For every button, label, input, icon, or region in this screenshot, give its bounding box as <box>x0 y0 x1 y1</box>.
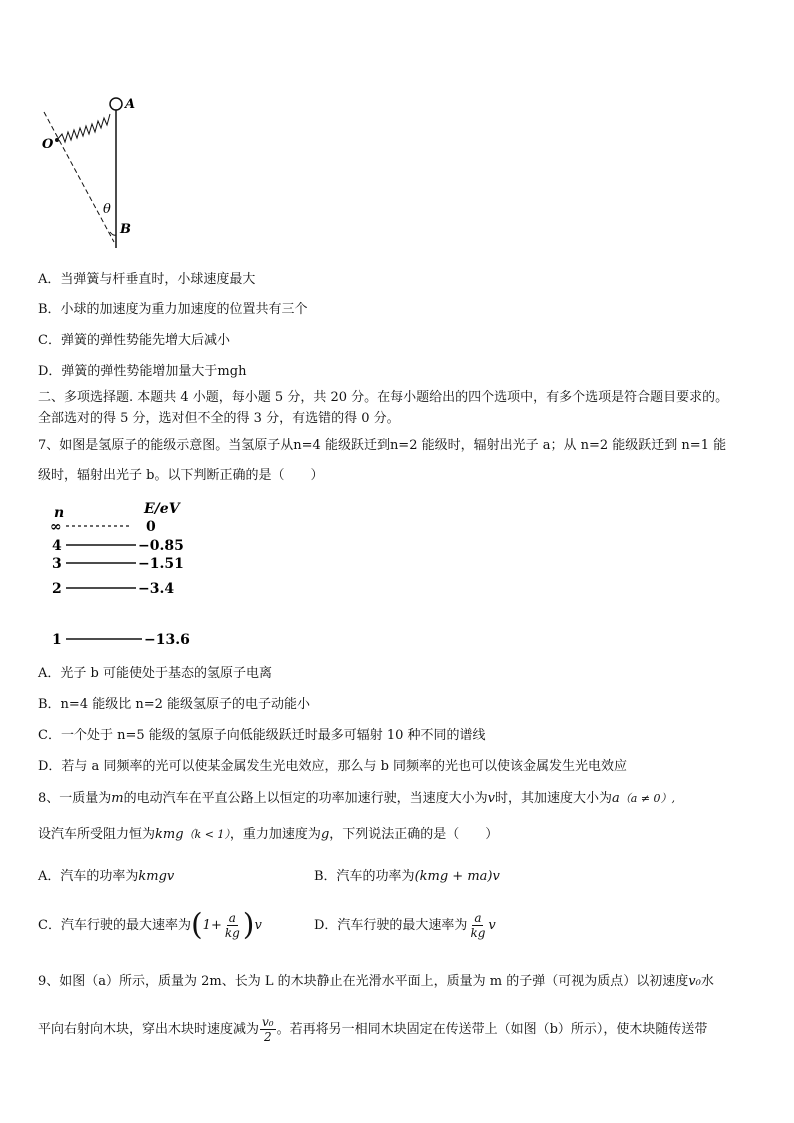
label-o: O <box>42 137 54 152</box>
q8-stem-line2 <box>38 826 498 844</box>
label-theta: θ <box>103 202 111 217</box>
q8-opt-d-num: a <box>474 911 482 925</box>
q9-l2-b: 。若再将另一相同木块固定在传送带上（如图（b）所示），使木块随传送带 <box>276 1022 708 1037</box>
q8-opt-b-text: B．汽车的功率为 <box>314 869 415 884</box>
ball <box>110 98 122 110</box>
q8-opt-c-one: 1+ <box>202 918 222 933</box>
q8-opt-c-text: C．汽车行驶的最大速率为 <box>38 918 191 933</box>
q9-stem-line1 <box>38 973 714 991</box>
q8-l1-c: 时，其加速度大小为 <box>494 791 612 806</box>
q6-option-d: D．弹簧的弹性势能增加量大于mgh <box>38 364 247 379</box>
q8-opt-d-fraction <box>468 911 487 940</box>
q8-opt-c-den: kg <box>224 926 240 940</box>
level-e-1: −13.6 <box>144 632 190 648</box>
q8-opt-a-text: A．汽车的功率为 <box>38 869 139 884</box>
q8-l1-a: 8、一质量为 <box>38 791 112 806</box>
q9-l2-num: v₀ <box>262 1015 274 1029</box>
q8-opt-d-den: kg <box>470 926 486 940</box>
q8-l1-v: v <box>487 791 495 806</box>
q7-option-b: B．n=4 能级比 n=2 能级氢原子的电子动能小 <box>38 697 311 712</box>
q9-l1-v0: v₀ <box>688 974 701 989</box>
angle-arc <box>110 232 116 235</box>
spring <box>57 114 110 142</box>
e-header: E/eV <box>144 501 180 517</box>
q8-opt-a-expr: kmgv <box>138 869 175 884</box>
q8-l1-b: 的电动汽车在平直公路上以恒定的功率加速行驶，当速度大小为 <box>123 791 488 806</box>
pivot-o <box>55 138 59 142</box>
q8-option-c <box>38 906 262 946</box>
level-e-inf: 0 <box>146 519 156 535</box>
q8-option-b <box>314 868 500 886</box>
level-e-2: −3.4 <box>138 581 175 597</box>
level-n-inf: ∞ <box>50 519 62 535</box>
energy-level-diagram <box>40 500 210 650</box>
q9-l2-den: 2 <box>263 1030 272 1044</box>
q9-l1-end: 水 <box>700 974 714 989</box>
q6-option-a: A．当弹簧与杆垂直时，小球速度最大 <box>38 272 256 287</box>
q6-option-b: B．小球的加速度为重力加速度的位置共有三个 <box>38 302 308 317</box>
q9-stem-line2 <box>38 1012 707 1048</box>
q8-l1-a2: a <box>612 791 620 806</box>
q8-option-a <box>38 868 174 886</box>
q8-option-d <box>314 906 496 946</box>
spring-rod-figure <box>30 90 150 255</box>
q8-l2-cond: （k < 1） <box>183 828 230 841</box>
level-n-3: 3 <box>52 556 62 572</box>
level-n-1: 1 <box>52 632 62 648</box>
q8-opt-c-fraction <box>223 911 242 940</box>
q8-l1-m: m <box>111 791 124 806</box>
q8-l1-cond: （a ≠ 0）, <box>619 792 676 805</box>
q8-stem-line1 <box>38 790 675 808</box>
level-e-4: −0.85 <box>138 538 184 554</box>
q7-option-a: A．光子 b 可能使处于基态的氢原子电离 <box>38 666 272 681</box>
q9-l1-text: 9、如图（a）所示，质量为 2m、长为 L 的木块静止在光滑水平面上，质量为 m 的子弹（可视为质点）以初速度 <box>38 974 689 989</box>
level-n-4: 4 <box>52 538 62 554</box>
q8-l2-g: g <box>320 827 330 842</box>
level-e-3: −1.51 <box>138 556 184 572</box>
level-n-2: 2 <box>52 581 62 597</box>
q7-stem-line2: 级时，辐射出光子 b。以下判断正确的是（ ） <box>38 468 324 483</box>
q7-option-c: C．一个处于 n=5 能级的氢原子向低能级跃迁时最多可辐射 10 种不同的谱线 <box>38 728 486 743</box>
q8-l2-kmg: kmg <box>155 827 184 842</box>
q7-stem-line1: 7、如图是氢原子的能级示意图。当氢原子从n=4 能级跃迁到n=2 能级时，辐射出光子 a；从 n=2 能级跃迁到 n=1 能 <box>38 438 727 453</box>
section-header-line2: 全部选对的得 5 分，选对但不全的得 3 分，有选错的得 0 分。 <box>38 411 400 426</box>
q8-l2-b: ，重力加速度为 <box>229 827 321 842</box>
q8-opt-c-num: a <box>228 911 236 925</box>
q8-l2-a: 设汽车所受阻力恒为 <box>38 827 156 842</box>
q6-option-c: C．弹簧的弹性势能先增大后减小 <box>38 333 230 348</box>
q8-opt-d-text: D．汽车行驶的最大速率为 <box>314 918 468 933</box>
section-header-line1: 二、多项选择题. 本题共 4 小题，每小题 5 分，共 20 分。在每小题给出的四个选项中，有多个选项是符合题目要求的。 <box>38 390 729 405</box>
q8-opt-d-v: v <box>488 918 496 933</box>
q8-l2-c: ，下列说法正确的是（ ） <box>329 827 499 842</box>
q8-opt-c-rparen: ) <box>242 907 255 943</box>
q8-opt-c-v: v <box>254 918 262 933</box>
label-b: B <box>120 222 131 237</box>
q9-l2-fraction <box>260 1015 276 1044</box>
q8-opt-b-expr: (kmg + ma)v <box>414 869 500 884</box>
q9-l2-a: 平向右射向木块，穿出木块时速度减为 <box>38 1022 260 1037</box>
label-a: A <box>125 97 136 112</box>
q7-option-d: D．若与 a 同频率的光可以使某金属发生光电效应，那么与 b 同频率的光也可以使该金属发生光电效应 <box>38 759 628 774</box>
q8-opt-c-lparen: ( <box>190 907 203 943</box>
n-header: n <box>54 505 65 521</box>
